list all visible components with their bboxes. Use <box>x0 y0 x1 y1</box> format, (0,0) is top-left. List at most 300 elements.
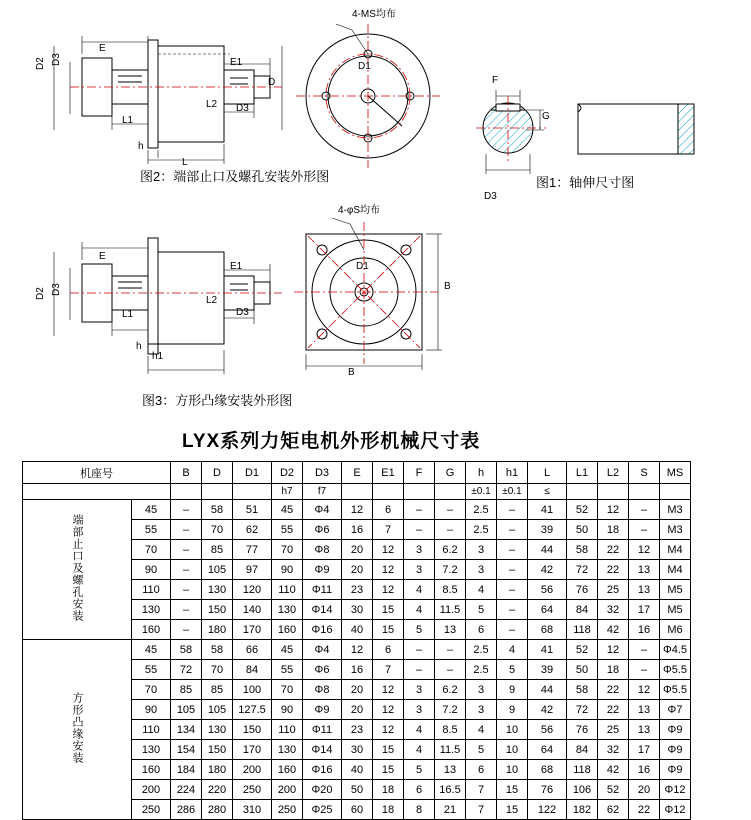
table-cell: 130 <box>132 600 171 620</box>
table-header-cell: MS <box>660 462 691 484</box>
table-cell: 90 <box>272 700 303 720</box>
table-cell: 3 <box>404 680 435 700</box>
table-subheader-row <box>23 484 691 500</box>
table-cell: 310 <box>233 800 272 820</box>
figure-2-front-view <box>290 14 450 174</box>
table-cell: Φ4 <box>303 640 342 660</box>
table-cell: 150 <box>233 720 272 740</box>
table-cell: 12 <box>629 680 660 700</box>
fig2-label-L2: L2 <box>206 99 218 110</box>
table-cell: 134 <box>171 720 202 740</box>
table-cell: 12 <box>373 540 404 560</box>
table-cell: 85 <box>202 680 233 700</box>
table-cell: 52 <box>567 640 598 660</box>
table-cell: Φ8 <box>303 540 342 560</box>
table-cell: – <box>497 620 528 640</box>
table-cell: 130 <box>272 740 303 760</box>
table-cell: 62 <box>233 520 272 540</box>
figure-2-side-view <box>30 18 310 168</box>
fig3-label-B-vertical: B <box>444 281 451 292</box>
table-cell: 12 <box>598 640 629 660</box>
table-cell: 4 <box>466 580 497 600</box>
table-cell: 84 <box>567 740 598 760</box>
table-cell: 85 <box>202 540 233 560</box>
table-cell: 118 <box>567 760 598 780</box>
table-cell: 180 <box>202 620 233 640</box>
table-cell: – <box>171 580 202 600</box>
table-cell: 170 <box>233 620 272 640</box>
table-cell: M4 <box>660 560 691 580</box>
fig3-label-E: E <box>99 251 106 262</box>
table-cell: 250 <box>132 800 171 820</box>
table-cell: 72 <box>567 560 598 580</box>
table-cell: 50 <box>567 520 598 540</box>
table-cell: 140 <box>233 600 272 620</box>
table-cell: Φ11 <box>303 580 342 600</box>
table-cell: Φ9 <box>660 740 691 760</box>
table-cell: 3 <box>466 680 497 700</box>
fig3-label-B-horizontal: B <box>348 367 355 378</box>
table-group-label: 端部止口及螺孔安装 <box>23 500 132 640</box>
table-cell: Φ5.5 <box>660 680 691 700</box>
table-cell: 160 <box>132 760 171 780</box>
table-cell: 23 <box>342 580 373 600</box>
table-cell: 127.5 <box>233 700 272 720</box>
table-cell: 25 <box>598 580 629 600</box>
table-cell: 12 <box>342 500 373 520</box>
table-cell: – <box>404 660 435 680</box>
table-cell: 15 <box>373 600 404 620</box>
table-cell: 5 <box>404 620 435 640</box>
table-cell: 22 <box>598 700 629 720</box>
table-cell: 90 <box>272 560 303 580</box>
table-cell: 4 <box>497 640 528 660</box>
table-cell: 16.5 <box>435 780 466 800</box>
table-cell: 56 <box>528 720 567 740</box>
table-cell: 60 <box>342 800 373 820</box>
table-cell: 220 <box>202 780 233 800</box>
table-cell: Φ25 <box>303 800 342 820</box>
table-cell: 42 <box>598 620 629 640</box>
table-cell: 20 <box>342 540 373 560</box>
table-cell: 66 <box>233 640 272 660</box>
fig2-label-D: D <box>268 77 276 88</box>
table-subheader-cell <box>202 484 233 500</box>
dimension-table <box>22 461 691 820</box>
table-cell: 15 <box>497 780 528 800</box>
table-cell: – <box>171 500 202 520</box>
table-header-cell: D <box>202 462 233 484</box>
table-cell: 45 <box>132 640 171 660</box>
table-cell: 6.2 <box>435 680 466 700</box>
table-subheader-cell: ±0.1 <box>497 484 528 500</box>
table-cell: 6 <box>466 760 497 780</box>
table-cell: – <box>171 540 202 560</box>
table-cell: 42 <box>528 560 567 580</box>
table-subheader-cell <box>233 484 272 500</box>
table-cell: 8.5 <box>435 580 466 600</box>
table-cell: – <box>435 500 466 520</box>
table-subheader-cell <box>23 484 171 500</box>
table-cell: 44 <box>528 540 567 560</box>
table-cell: 41 <box>528 500 567 520</box>
table-cell: 182 <box>567 800 598 820</box>
table-cell: 8.5 <box>435 720 466 740</box>
table-cell: 68 <box>528 620 567 640</box>
table-cell: 12 <box>342 640 373 660</box>
table-cell: 6 <box>373 500 404 520</box>
table-cell: 18 <box>373 800 404 820</box>
table-cell: 13 <box>629 560 660 580</box>
table-cell: 13 <box>435 760 466 780</box>
table-cell: M5 <box>660 600 691 620</box>
table-cell: 41 <box>528 640 567 660</box>
table-cell: 13 <box>629 720 660 740</box>
table-cell: Φ9 <box>660 760 691 780</box>
fig2-label-E1: E1 <box>230 57 243 68</box>
table-cell: 2.5 <box>466 500 497 520</box>
table-cell: 3 <box>466 560 497 580</box>
table-header-cell: E1 <box>373 462 404 484</box>
table-subheader-cell <box>660 484 691 500</box>
table-cell: 7 <box>373 660 404 680</box>
table-cell: 64 <box>528 740 567 760</box>
table-subheader-cell <box>404 484 435 500</box>
table-cell: 5 <box>466 600 497 620</box>
table-cell: 20 <box>342 680 373 700</box>
table-cell: 7.2 <box>435 700 466 720</box>
table-cell: 51 <box>233 500 272 520</box>
table-cell: 76 <box>567 580 598 600</box>
table-cell: – <box>497 580 528 600</box>
table-cell: 5 <box>404 760 435 780</box>
table-title: LYX系列力矩电机外形机械尺寸表 <box>182 431 481 452</box>
fig2-label-L1: L1 <box>122 115 134 126</box>
table-cell: 250 <box>233 780 272 800</box>
table-subheader-cell <box>342 484 373 500</box>
table-cell: 55 <box>132 520 171 540</box>
table-cell: Φ9 <box>303 700 342 720</box>
table-cell: – <box>404 640 435 660</box>
table-cell: 45 <box>272 500 303 520</box>
table-cell: 6 <box>466 620 497 640</box>
table-subheader-cell <box>567 484 598 500</box>
table-cell: 110 <box>272 580 303 600</box>
table-cell: 286 <box>171 800 202 820</box>
table-cell: 16 <box>629 620 660 640</box>
table-subheader-cell <box>435 484 466 500</box>
table-cell: 52 <box>598 780 629 800</box>
table-cell: 90 <box>132 700 171 720</box>
table-cell: Φ12 <box>660 800 691 820</box>
table-header-cell: h <box>466 462 497 484</box>
table-subheader-cell <box>598 484 629 500</box>
table-cell: 12 <box>373 700 404 720</box>
table-cell: 4 <box>404 720 435 740</box>
table-subheader-cell <box>171 484 202 500</box>
table-cell: Φ4.5 <box>660 640 691 660</box>
table-row <box>23 500 691 520</box>
table-cell: 58 <box>202 500 233 520</box>
table-cell: 200 <box>132 780 171 800</box>
table-cell: Φ6 <box>303 660 342 680</box>
fig3-label-L1: L1 <box>122 309 134 320</box>
fig3-label-D3: D3 <box>51 283 62 296</box>
table-row <box>23 640 691 660</box>
table-cell: – <box>629 640 660 660</box>
table-cell: 15 <box>373 740 404 760</box>
table-cell: 11.5 <box>435 600 466 620</box>
table-cell: – <box>497 560 528 580</box>
table-header-cell: S <box>629 462 660 484</box>
table-cell: 21 <box>435 800 466 820</box>
table-cell: 160 <box>272 620 303 640</box>
table-cell: 22 <box>598 560 629 580</box>
table-cell: 22 <box>598 540 629 560</box>
fig2-label-D2: D2 <box>35 57 46 70</box>
table-cell: 154 <box>171 740 202 760</box>
table-cell: 13 <box>435 620 466 640</box>
table-cell: 4 <box>466 720 497 740</box>
table-cell: 4 <box>404 740 435 760</box>
table-cell: 13 <box>629 580 660 600</box>
table-cell: 70 <box>272 540 303 560</box>
table-cell: Φ6 <box>303 520 342 540</box>
table-cell: 55 <box>132 660 171 680</box>
table-cell: 39 <box>528 520 567 540</box>
table-cell: 12 <box>373 680 404 700</box>
table-cell: 7 <box>373 520 404 540</box>
table-cell: 17 <box>629 740 660 760</box>
table-cell: 12 <box>598 500 629 520</box>
table-cell: – <box>171 620 202 640</box>
table-cell: – <box>171 560 202 580</box>
table-cell: Φ8 <box>303 680 342 700</box>
table-cell: – <box>629 520 660 540</box>
table-cell: Φ4 <box>303 500 342 520</box>
table-cell: 110 <box>272 720 303 740</box>
table-cell: Φ9 <box>660 720 691 740</box>
table-subheader-cell: ≤ <box>528 484 567 500</box>
table-cell: 160 <box>132 620 171 640</box>
table-cell: 110 <box>132 580 171 600</box>
fig1-label-G: G <box>542 111 550 122</box>
table-cell: 224 <box>171 780 202 800</box>
table-cell: 50 <box>342 780 373 800</box>
table-cell: M4 <box>660 540 691 560</box>
table-cell: – <box>497 600 528 620</box>
table-cell: 16 <box>342 660 373 680</box>
table-cell: 22 <box>629 800 660 820</box>
table-cell: 118 <box>567 620 598 640</box>
table-cell: 10 <box>497 740 528 760</box>
table-cell: 84 <box>567 600 598 620</box>
table-cell: 184 <box>171 760 202 780</box>
table-cell: 15 <box>497 800 528 820</box>
table-cell: 130 <box>132 740 171 760</box>
table-cell: – <box>497 540 528 560</box>
table-cell: 15 <box>373 620 404 640</box>
table-cell: 6 <box>373 640 404 660</box>
table-header-row <box>23 462 691 484</box>
table-cell: 55 <box>272 520 303 540</box>
table-cell: 200 <box>272 780 303 800</box>
table-cell: 6 <box>404 780 435 800</box>
table-cell: 5 <box>466 740 497 760</box>
table-cell: 250 <box>272 800 303 820</box>
table-cell: 58 <box>171 640 202 660</box>
fig2-label-D3: D3 <box>51 53 62 66</box>
table-cell: – <box>404 500 435 520</box>
fig2-label-E: E <box>99 43 106 54</box>
table-header-cell: B <box>171 462 202 484</box>
table-cell: M6 <box>660 620 691 640</box>
table-cell: 18 <box>373 780 404 800</box>
table-cell: 6.2 <box>435 540 466 560</box>
table-cell: 30 <box>342 740 373 760</box>
table-cell: 5 <box>497 660 528 680</box>
figure-3-caption: 图3：方形凸缘安装外形图 <box>142 393 293 408</box>
table-cell: M3 <box>660 500 691 520</box>
table-cell: Φ14 <box>303 740 342 760</box>
table-cell: 8 <box>404 800 435 820</box>
fig3-label-h1: h1 <box>152 351 164 362</box>
table-subheader-cell <box>373 484 404 500</box>
table-cell: Φ12 <box>660 780 691 800</box>
fig2-label-L: L <box>182 157 188 168</box>
fig3-label-D1: D1 <box>356 261 369 272</box>
table-cell: 150 <box>202 740 233 760</box>
table-cell: 40 <box>342 760 373 780</box>
table-cell: 76 <box>528 780 567 800</box>
table-cell: 3 <box>466 540 497 560</box>
table-cell: – <box>629 500 660 520</box>
table-cell: M3 <box>660 520 691 540</box>
table-cell: 20 <box>629 780 660 800</box>
fig2-label-4MS: 4-MS均布 <box>352 9 396 20</box>
table-cell: 70 <box>202 660 233 680</box>
table-header-cell: h1 <box>497 462 528 484</box>
table-cell: 100 <box>233 680 272 700</box>
table-header-cell: E <box>342 462 373 484</box>
table-cell: 44 <box>528 680 567 700</box>
table-cell: 7 <box>466 800 497 820</box>
fig3-label-4S: 4-φS均布 <box>338 205 381 216</box>
table-subheader-cell <box>629 484 660 500</box>
table-cell: 56 <box>528 580 567 600</box>
table-subheader-cell: h7 <box>272 484 303 500</box>
table-cell: 2.5 <box>466 640 497 660</box>
table-cell: – <box>171 600 202 620</box>
table-cell: 25 <box>598 720 629 740</box>
table-cell: 58 <box>567 540 598 560</box>
table-cell: 58 <box>202 640 233 660</box>
fig3-label-h: h <box>136 341 142 352</box>
table-cell: 64 <box>528 600 567 620</box>
table-header-cell: D1 <box>233 462 272 484</box>
table-cell: 15 <box>373 760 404 780</box>
table-header-cell: L <box>528 462 567 484</box>
table-subheader-cell: f7 <box>303 484 342 500</box>
table-cell: 7.2 <box>435 560 466 580</box>
table-header-cell: 机座号 <box>23 462 171 484</box>
table-cell: 32 <box>598 600 629 620</box>
table-cell: 77 <box>233 540 272 560</box>
table-cell: Φ5.5 <box>660 660 691 680</box>
table-cell: Φ16 <box>303 760 342 780</box>
table-cell: 84 <box>233 660 272 680</box>
table-cell: 12 <box>629 540 660 560</box>
table-cell: 11.5 <box>435 740 466 760</box>
table-cell: 23 <box>342 720 373 740</box>
table-cell: 62 <box>598 800 629 820</box>
table-cell: 10 <box>497 760 528 780</box>
table-cell: 180 <box>202 760 233 780</box>
fig2-label-D3b: D3 <box>236 103 249 114</box>
table-cell: Φ16 <box>303 620 342 640</box>
table-header-cell: L2 <box>598 462 629 484</box>
table-header-cell: F <box>404 462 435 484</box>
table-cell: 17 <box>629 600 660 620</box>
table-cell: 170 <box>233 740 272 760</box>
table-cell: 40 <box>342 620 373 640</box>
fig1-label-F: F <box>492 75 499 86</box>
table-cell: 3 <box>404 560 435 580</box>
table-cell: – <box>629 660 660 680</box>
table-cell: 122 <box>528 800 567 820</box>
table-cell: 3 <box>404 700 435 720</box>
table-cell: – <box>497 500 528 520</box>
table-cell: 45 <box>272 640 303 660</box>
table-cell: 20 <box>342 560 373 580</box>
table-cell: 9 <box>497 700 528 720</box>
fig2-label-h: h <box>138 141 144 152</box>
table-cell: 42 <box>598 760 629 780</box>
table-cell: 18 <box>598 660 629 680</box>
table-cell: 3 <box>466 700 497 720</box>
table-cell: 70 <box>132 680 171 700</box>
table-cell: 105 <box>202 700 233 720</box>
table-cell: 13 <box>629 700 660 720</box>
table-cell: 2.5 <box>466 520 497 540</box>
table-cell: Φ9 <box>303 560 342 580</box>
table-cell: – <box>435 660 466 680</box>
table-cell: 22 <box>598 680 629 700</box>
table-header-cell: D2 <box>272 462 303 484</box>
table-cell: 32 <box>598 740 629 760</box>
table-cell: 45 <box>132 500 171 520</box>
table-cell: – <box>435 640 466 660</box>
table-cell: 280 <box>202 800 233 820</box>
table-cell: 52 <box>567 500 598 520</box>
table-cell: – <box>171 520 202 540</box>
table-cell: 12 <box>373 720 404 740</box>
figure-3-front-view <box>288 212 468 382</box>
table-cell: 50 <box>567 660 598 680</box>
table-cell: 39 <box>528 660 567 680</box>
table-cell: Φ14 <box>303 600 342 620</box>
table-cell: 120 <box>233 580 272 600</box>
table-cell: 70 <box>132 540 171 560</box>
table-cell: 200 <box>233 760 272 780</box>
figure-3-side-view <box>30 228 310 388</box>
table-cell: 42 <box>528 700 567 720</box>
table-cell: 12 <box>373 560 404 580</box>
table-cell: 16 <box>342 520 373 540</box>
table-cell: 55 <box>272 660 303 680</box>
table-cell: 3 <box>404 540 435 560</box>
table-cell: 58 <box>567 680 598 700</box>
